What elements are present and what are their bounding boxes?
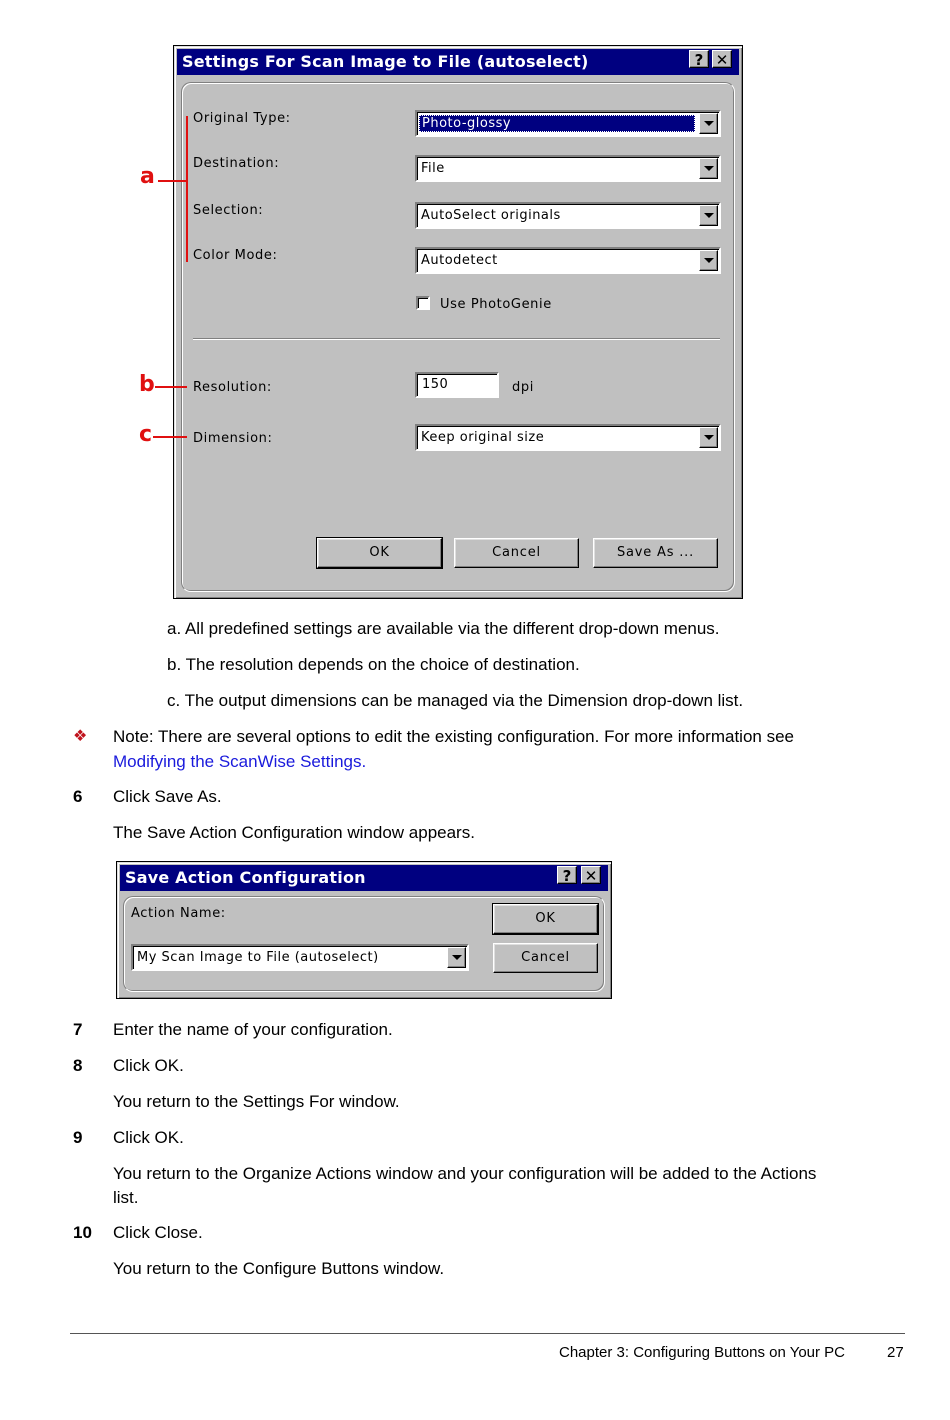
selection-dropdown[interactable] <box>415 202 721 229</box>
save-action-dialog <box>116 861 612 999</box>
note-link-line <box>113 750 366 774</box>
callout-b: b <box>139 372 155 397</box>
caption-a: a. All predefined settings are available via the different drop-down menus. <box>167 619 720 638</box>
callout-c-line <box>153 436 187 438</box>
color-mode-value: Autodetect <box>421 253 498 268</box>
step-8-number: 8 <box>73 1056 83 1075</box>
step-7-text: Enter the name of your configuration. <box>113 1020 393 1039</box>
original-type-label: Original Type: <box>193 111 291 126</box>
note-icon: ❖ <box>73 728 88 745</box>
step-10-number: 10 <box>73 1223 92 1242</box>
step-9-text: Click OK. <box>113 1128 184 1147</box>
chevron-down-icon[interactable] <box>699 427 718 448</box>
note-link[interactable]: Modifying the ScanWise Settings <box>113 752 362 771</box>
photogenie-checkbox[interactable] <box>416 296 430 310</box>
settings-dialog <box>173 45 743 599</box>
step-9-number: 9 <box>73 1128 83 1147</box>
destination-dropdown[interactable] <box>415 155 721 182</box>
chevron-down-icon[interactable] <box>699 158 718 179</box>
selection-value: AutoSelect originals <box>421 208 561 223</box>
save-as-button[interactable]: Save As ... <box>593 538 718 568</box>
save-dialog-title: Save Action Configuration <box>125 868 366 887</box>
callout-b-line <box>155 386 187 388</box>
action-name-label: Action Name: <box>131 906 226 921</box>
resolution-input[interactable]: 150 <box>415 372 499 398</box>
step-6-number: 6 <box>73 787 83 806</box>
step-8-text: Click OK. <box>113 1056 184 1075</box>
close-button[interactable]: ✕ <box>712 50 732 68</box>
step-10-text: Click Close. <box>113 1223 203 1242</box>
step-8-result: You return to the Settings For window. <box>113 1092 400 1111</box>
color-mode-label: Color Mode: <box>193 248 278 263</box>
resolution-label: Resolution: <box>193 380 272 395</box>
action-name-value: My Scan Image to File (autoselect) <box>137 950 379 965</box>
caption-c: c. The output dimensions can be managed via the Dimension drop-down list. <box>167 691 744 710</box>
callout-c: c <box>139 422 153 447</box>
help-button[interactable]: ? <box>689 50 709 68</box>
ok-button[interactable]: OK <box>493 904 598 934</box>
original-type-value: Photo-glossy <box>419 115 695 132</box>
footer-divider <box>70 1333 905 1334</box>
photogenie-label: Use PhotoGenie <box>440 297 552 312</box>
destination-value: File <box>421 161 445 176</box>
original-type-dropdown[interactable] <box>415 110 721 137</box>
step-10-result: You return to the Configure Buttons window. <box>113 1259 445 1278</box>
step-7-number: 7 <box>73 1020 83 1039</box>
cancel-button[interactable]: Cancel <box>493 943 598 973</box>
chevron-down-icon[interactable] <box>447 947 466 968</box>
callout-a-line <box>158 180 187 182</box>
note-text: Note: There are several options to edit the existing configuration. For more information see <box>113 727 794 746</box>
callout-a: a <box>140 164 155 189</box>
callout-a-bracket <box>186 116 188 262</box>
note-link-period: . <box>361 752 367 771</box>
chevron-down-icon[interactable] <box>699 250 718 271</box>
dimension-dropdown[interactable] <box>415 424 721 451</box>
selection-label: Selection: <box>193 203 264 218</box>
footer-chapter: Chapter 3: Configuring Buttons on Your PC <box>559 1344 846 1361</box>
dimension-value: Keep original size <box>421 430 545 445</box>
action-name-combobox[interactable] <box>131 944 469 971</box>
caption-b: b. The resolution depends on the choice of destination. <box>167 655 580 674</box>
ok-button[interactable]: OK <box>317 538 442 568</box>
dimension-label: Dimension: <box>193 431 273 446</box>
close-button[interactable]: ✕ <box>581 866 601 884</box>
save-dialog-titlebar <box>120 865 608 891</box>
color-mode-dropdown[interactable] <box>415 247 721 274</box>
chevron-down-icon[interactable] <box>699 205 718 226</box>
cancel-button[interactable]: Cancel <box>454 538 579 568</box>
resolution-unit: dpi <box>512 380 534 395</box>
settings-dialog-title: Settings For Scan Image to File (autoselect) <box>182 52 589 71</box>
divider <box>193 338 720 340</box>
help-button[interactable]: ? <box>557 866 577 884</box>
step-6-result: The Save Action Configuration window appears. <box>113 823 475 842</box>
destination-label: Destination: <box>193 156 280 171</box>
chevron-down-icon[interactable] <box>699 113 718 134</box>
step-6-text: Click Save As. <box>113 787 222 806</box>
settings-dialog-titlebar <box>177 49 739 75</box>
step-9-result-line2: list. <box>113 1188 139 1207</box>
page-number: 27 <box>887 1344 904 1361</box>
step-9-result-line1: You return to the Organize Actions window and your configuration will be added to the Actions <box>113 1164 817 1183</box>
